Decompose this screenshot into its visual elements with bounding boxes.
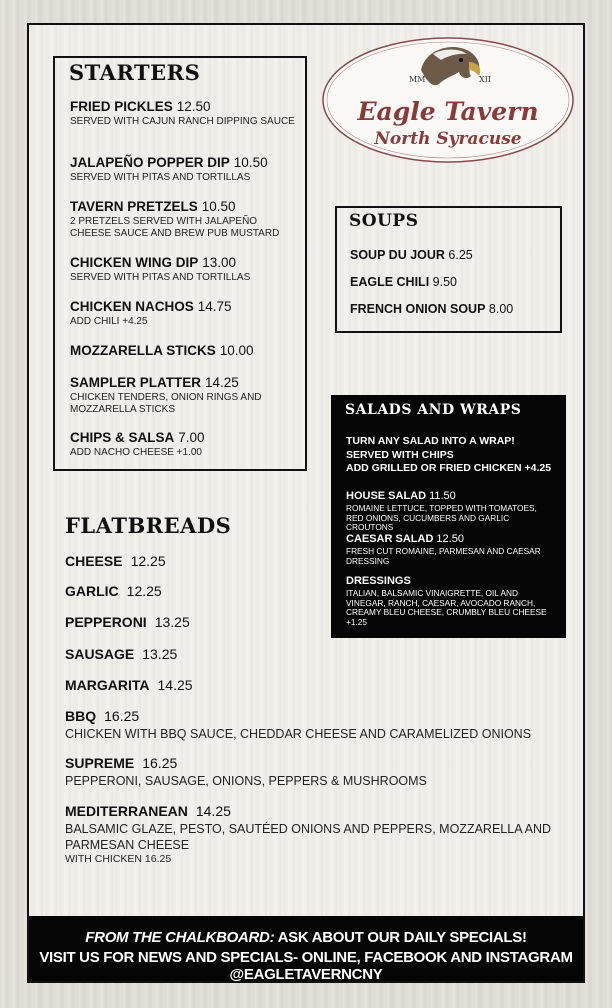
item-name: SUPREME [65,755,135,771]
logo-right-mark: XII [479,75,492,84]
item-name: CAESAR SALAD [346,533,434,545]
promo-line: ADD GRILLED OR FRIED CHICKEN +4.25 [346,462,552,474]
logo-line2: North Syracuse [374,129,522,149]
menu-item [70,342,298,360]
item-price: 12.50 [176,99,211,114]
item-description: PEPPERONI, SAUSAGE, ONIONS, PEPPERS & MUSHROOMS [65,774,427,788]
soup-item [350,302,513,316]
item-description: SERVED WITH PITAS AND TORTILLAS [70,172,251,183]
menu-item [70,198,298,239]
item-name: CHEESE [65,553,123,569]
footer-line2: VISIT US FOR NEWS AND SPECIALS- ONLINE, FACEBOOK AND INSTAGRAM @EAGLETAVERNCNY [39,949,573,983]
item-price: 13.25 [142,646,178,662]
flatbread-item [65,583,580,601]
menu-item [70,98,298,128]
item-price: 6.25 [448,248,473,262]
item-price: 12.50 [436,533,464,545]
soup-item [350,248,473,262]
item-price: 14.75 [197,299,232,314]
item-description: SERVED WITH PITAS AND TORTILLAS [70,272,251,283]
item-name: EAGLE CHILI [350,275,430,289]
flatbread-item [65,755,580,789]
soups-section [335,206,562,333]
item-name: HOUSE SALAD [346,490,427,502]
starters-section [53,56,307,471]
item-description: ITALIAN, BALSAMIC VINAIGRETTE, OIL AND VINEGAR, RANCH, CAESAR, AVOCADO RANCH, CREAMY BLEU CHEESE, CRUMBLY BLEU CHEESE +1.25 [346,588,547,627]
item-name: SAMPLER PLATTER [70,375,201,390]
flatbread-item [65,614,580,632]
logo-line1: Eagle Tavern [357,97,539,126]
item-price: 10.00 [219,343,254,358]
footer-lead: FROM THE CHALKBOARD: [85,929,275,946]
item-name: FRENCH ONION SOUP [350,302,486,316]
item-name: PEPPERONI [65,614,147,630]
item-description: CHICKEN TENDERS, ONION RINGS AND MOZZARELLA STICKS [70,392,262,415]
soup-item [350,275,457,289]
item-price: 13.25 [154,614,190,630]
flatbread-item [65,677,580,695]
item-price: 10.50 [233,155,268,170]
item-name: TAVERN PRETZELS [70,199,198,214]
item-description: ADD NACHO CHEESE +1.00 [70,447,202,458]
salads-section [331,395,566,638]
flatbread-item [65,553,580,571]
item-price: 8.00 [488,302,514,316]
salads-title: SALADS AND WRAPS [345,402,522,418]
item-price: 14.25 [157,677,193,693]
item-description: ROMAINE LETTUCE, TOPPED WITH TOMATOES, RED ONIONS, CUCUMBERS AND GARLIC CROUTONS [346,503,537,532]
footer-specials: ASK ABOUT OUR DAILY SPECIALS! [277,929,527,946]
item-name: MOZZARELLA STICKS [70,343,216,358]
item-name: MEDITERRANEAN [65,803,188,819]
item-name: MARGARITA [65,677,150,693]
eagle-tavern-logo [321,36,575,164]
item-price: 16.25 [104,708,140,724]
item-description: SERVED WITH CAJUN RANCH DIPPING SAUCE [70,116,295,127]
logo-left-mark: MM [409,75,426,84]
item-name: CHICKEN WING DIP [70,255,199,270]
item-description: BALSAMIC GLAZE, PESTO, SAUTÉED ONIONS AND PEPPERS, MOZZARELLA AND PARMESAN CHEESE [65,822,552,852]
soups-title: SOUPS [349,211,419,231]
item-price: 16.25 [142,755,178,771]
item-extra: WITH CHICKEN 16.25 [65,853,172,865]
promo-line: SERVED WITH CHIPS [346,448,454,461]
item-price: 12.25 [130,553,166,569]
item-name: JALAPEÑO POPPER DIP [70,155,230,170]
flatbread-item [65,708,580,742]
item-price: 13.00 [202,255,237,270]
menu-item [70,154,298,184]
salads-promo [346,435,551,476]
item-name: BBQ [65,708,97,724]
starters-title: STARTERS [69,60,201,85]
item-price: 12.25 [126,583,162,599]
menu-item [70,298,298,328]
menu-item [70,374,298,415]
footer-banner [29,916,583,981]
item-name: GARLIC [65,583,119,599]
item-name: SOUP DU JOUR [350,248,445,262]
flatbread-item [65,646,580,664]
item-price: 9.50 [432,275,457,289]
menu-item [70,254,298,284]
item-name: CHIPS & SALSA [70,430,175,445]
item-description: CHICKEN WITH BBQ SAUCE, CHEDDAR CHEESE AND CARAMELIZED ONIONS [65,727,532,741]
item-name: DRESSINGS [346,575,411,587]
item-description: ADD CHILI +4.25 [70,316,148,327]
item-name: CHICKEN NACHOS [70,299,194,314]
salad-item [346,486,556,533]
item-price: 14.25 [205,375,239,390]
menu-item [70,429,298,459]
flatbreads-title: FLATBREADS [65,513,232,538]
item-price: 11.50 [429,490,456,502]
item-price: 14.25 [195,803,231,819]
menu-page [27,23,585,983]
item-description: FRESH CUT ROMAINE, PARMESAN AND CAESAR DRESSING [346,546,541,566]
item-name: FRIED PICKLES [70,99,173,114]
flatbread-item [65,803,580,865]
item-name: SAUSAGE [65,646,135,662]
item-description: 2 PRETZELS SERVED WITH JALAPEÑO CHEESE SAUCE AND BREW PUB MUSTARD [70,216,280,239]
item-price: 10.50 [201,199,236,214]
promo-line: TURN ANY SALAD INTO A WRAP! [346,435,515,447]
footer-line1 [29,929,583,946]
item-price: 7.00 [178,430,205,445]
